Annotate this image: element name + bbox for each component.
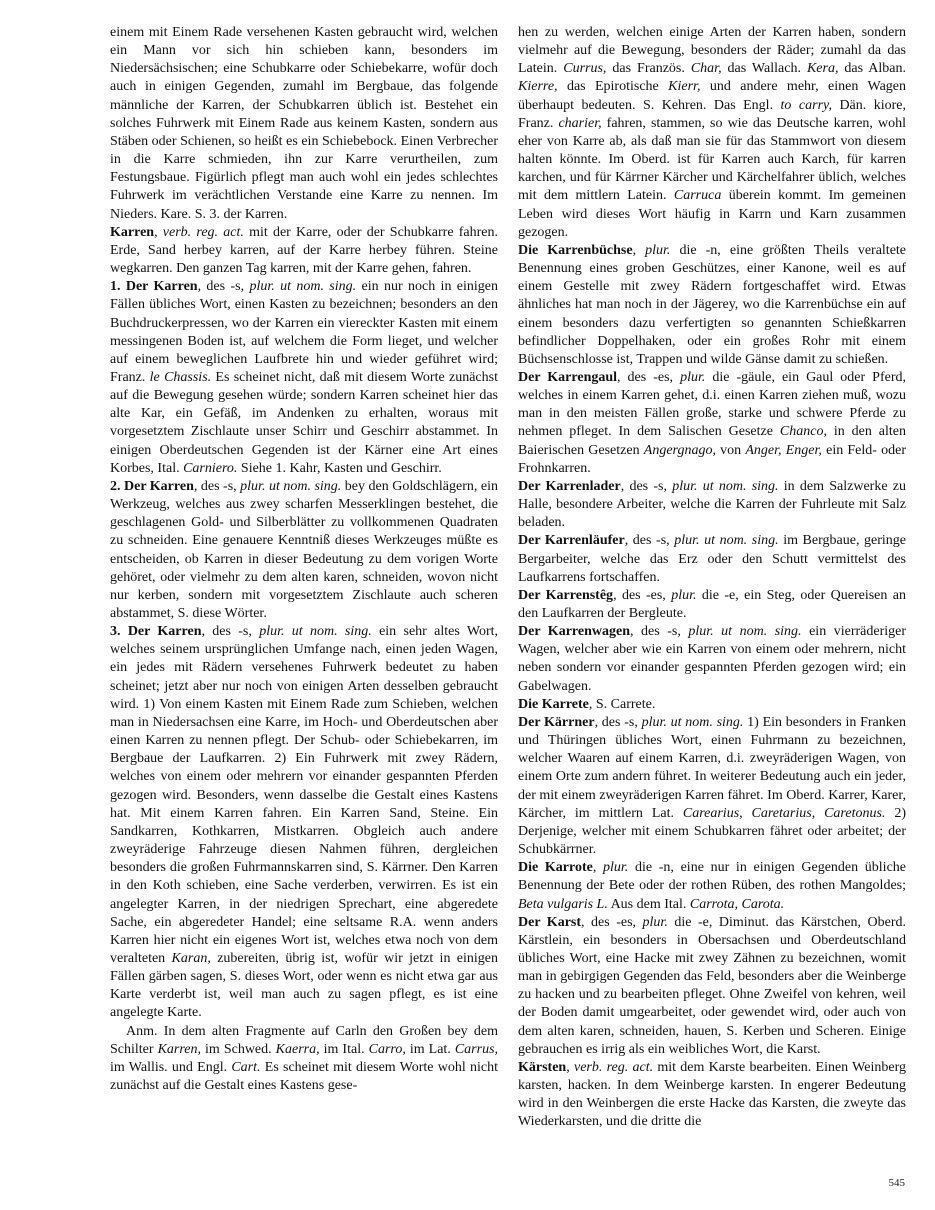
italic-term: Kierr,: [668, 79, 701, 95]
italic-term: Carniero.: [183, 460, 238, 476]
entry-text: Aus dem Ital.: [607, 896, 690, 912]
italic-term: Karren,: [157, 1041, 201, 1057]
entry-headword: Die Karrete: [518, 696, 589, 712]
entry-text: das Wallach.: [721, 61, 807, 77]
dictionary-entry: [110, 1023, 498, 1096]
entry-text: mit der Karre, oder der Schubkarre fahren. Erde, Sand herbey karren, auf der Karre herbey führen. Steine wegkarren. Den ganzen Tag karren, mit der Karre gehen, fahren.: [110, 224, 499, 277]
entry-text: , S. Carrete.: [588, 696, 656, 712]
entry-headword: 1. Der Karren: [110, 279, 198, 295]
entry-text: überein kommt. Im gemeinen Leben wird dieses Wort häufig in Karrn und Karn zusammen gezogen.: [518, 188, 906, 240]
italic-term: plur. ut nom. sing.: [240, 478, 342, 494]
entry-text: , des -es,: [613, 587, 672, 603]
entry-text: die -n, eine nur in einigen Gegenden übliche Benennung der Bete oder der rothen Rüben, des rothen Mangoldes;: [518, 860, 907, 894]
right-column: [518, 24, 906, 1132]
page-number: 545: [888, 1177, 905, 1189]
dictionary-entry: [518, 714, 906, 859]
entry-text: ein Feld- oder Frohnkarren.: [518, 442, 907, 476]
entry-text: , des -s,: [197, 279, 250, 295]
entry-text: ,: [592, 860, 604, 876]
entry-text: , des -es,: [581, 914, 643, 930]
italic-term: Angergnago,: [643, 442, 716, 458]
entry-text: bey den Goldschlägern, ein Werkzeug, welches aus zwey scharfen Messerklingen bestehet, die geschlagenen Gold- und Silberblätter zu vollkommenen Quadraten zu schneiden. Eine genauere Kenntniß dieses Werkzeuges müßte es entscheiden, ob Karren in dieser Bedeutung zu dem vorigen Worte gehöret, oder vielmehr zu dem alten karen, schneiden, wovon nicht nur kerben, sondern mit vorgesetztem Zischlaute auch scheren abstammet, S. diese Wörter.: [110, 478, 498, 621]
entry-text: in dem Salzwerke zu Halle, besondere Arbeiter, welche die Karren der Fuhrleute mit Salz beladen.: [518, 478, 907, 531]
dictionary-entry: [518, 914, 906, 1059]
entry-text: , des -s,: [630, 624, 689, 640]
entry-text: im Lat.: [405, 1041, 455, 1057]
entry-text: Siehe 1. Kahr, Kasten und Geschirr.: [237, 460, 442, 476]
entry-headword: Die Karrote: [518, 860, 593, 876]
italic-term: Kierre,: [518, 79, 558, 95]
italic-term: Anger, Enger,: [745, 442, 822, 458]
dictionary-entry: [518, 623, 906, 696]
italic-term: Carro,: [368, 1041, 406, 1057]
entry-text: mit dem Karste bearbeiten. Einen Weinberg karsten, hacken. In dem Weinberge karsten. In engerer Bedeutung wird in den Weinbergen die erste Hacke das Karsten, die zweyte das Wiederkarsten, und die dritte die: [518, 1059, 906, 1130]
entry-text: das Französ.: [606, 61, 691, 77]
italic-term: Karan,: [171, 950, 211, 966]
entry-text: , des -es,: [617, 369, 681, 385]
entry-text: Es scheinet mit diesem Worte wohl nicht zunächst auf die Gestalt eines Kastens gese-: [110, 1059, 498, 1094]
italic-term: Carrus,: [454, 1041, 499, 1057]
italic-term: Beta vulgaris L.: [518, 896, 608, 912]
dictionary-entry: [110, 478, 498, 623]
dictionary-entry: [110, 224, 498, 278]
dictionary-entry: [518, 242, 906, 369]
entry-headword: Die Karrenbüchse: [518, 242, 633, 258]
italic-term: verb. reg. act.: [162, 224, 244, 240]
entry-text: von: [715, 442, 746, 458]
entry-text: das Epirotische: [557, 79, 669, 95]
entry-text: die -e, ein Steg, oder Quereisen an den Laufkarren der Bergleute.: [518, 587, 906, 621]
entry-text: ,: [154, 224, 163, 240]
entry-headword: Der Karrengaul: [518, 369, 618, 385]
italic-term: verb. reg. act.: [573, 1059, 654, 1075]
entry-headword: 2. Der Karren: [110, 478, 194, 494]
entry-text: Anm. In dem alten Fragmente auf Carln den Großen bey dem Schilter: [110, 1023, 498, 1057]
dictionary-entry: [518, 369, 906, 478]
italic-term: plur. ut nom. sing.: [674, 533, 779, 549]
dictionary-entry: [110, 278, 498, 478]
italic-term: plur.: [671, 587, 697, 603]
entry-text: im Wallis. und Engl.: [110, 1059, 232, 1075]
italic-term: plur.: [645, 242, 671, 258]
italic-term: Carearius, Caretarius, Caretonus.: [682, 805, 886, 821]
entry-headword: 3. Der Karren: [110, 624, 202, 640]
entry-text: , des -s,: [594, 714, 642, 730]
entry-text: ein vierräderiger Wagen, welcher aber wie ein Karren von einem oder mehrern, nicht neben sondern vor einander gespannten Pferden gezogen wird; ein Gabelwagen.: [518, 624, 907, 694]
italic-term: Char,: [690, 61, 722, 77]
dictionary-entry: [518, 24, 906, 242]
dictionary-entry: [518, 1059, 906, 1132]
entry-text: zubereiten, übrig ist, wofür wir jetzt in einigen Fällen gärben sagen, S. dieses Wort, oder wenn es nicht etwa gar aus Karte verderbt ist, weil man auch zu sagen pflegt, es ist eine angelegte Karte.: [110, 950, 499, 1021]
dictionary-entry: [518, 532, 906, 586]
entry-text: ,: [632, 242, 646, 258]
entry-text: die -n, eine größten Theils veraltete Benennung eines groben Geschützes, einer Kanone, weil es auf einem Gestelle mit zwey Rädern fortgeschaffet wird. Etwas ähnliches hat man noch in der Jägerey, wo die Karrenbüchse ein auf einem besonders dazu verfertigten so genannten Schießkarren befindlicher Doppelhaken, oder ein großes Rohr mit einem Büchsenschlosse ist, Trappen und wilde Gänse damit zu schießen.: [518, 242, 907, 367]
italic-term: plur.: [680, 369, 706, 385]
entry-text: , des -s,: [193, 478, 241, 494]
entry-text: und andere mehr, einen Wagen überhaupt bedeuten. S. Kehren. Das Engl.: [518, 79, 907, 113]
entry-text: einem mit Einem Rade versehenen Kasten gebraucht wird, welchen ein Mann vor sich hin schieben kann, besonders im Niedersächsischen; eine Schubkarre oder Schiebekarre, wofür doch auch in einigen Gegenden, zumahl im Bergbaue, das folgende männliche der Karren, der Schubkarren üblich ist. Bestehet ein solches Fuhrwerk mit Einem Rade aus keinem Kasten, sondern aus Stäben oder Schienen, so heißt es ein Schiebebock. Einen Verbrecher in die Karre schmieden, ihn zur Karre verurtheilen, zum Festungsbaue. Figürlich pflegt man auch wohl ein jedes schlechtes Fuhrwerk im verächtlichen Verstande eine Karre zu nennen. Im Nieders. Kare. S. 3. der Karren.: [110, 25, 498, 222]
entry-headword: Der Kärrner: [518, 714, 595, 730]
entry-text: im Schwed.: [201, 1041, 276, 1057]
entry-headword: Der Karrenlader: [518, 478, 621, 494]
entry-headword: Der Karrenwagen: [518, 624, 630, 640]
italic-term: le Chassis.: [149, 369, 212, 385]
entry-text: das Alban.: [838, 61, 906, 77]
entry-text: im Ital.: [319, 1041, 369, 1057]
italic-term: Cart.: [231, 1059, 261, 1075]
left-column: [110, 24, 498, 1095]
italic-term: Carrota, Carota.: [689, 896, 785, 912]
dictionary-entry: [110, 623, 498, 1022]
dictionary-entry: [518, 696, 906, 714]
entry-text: ein nur noch in einigen Fällen übliches Wort, einen Kasten zu bezeichnen; besonders an den Buchdruckerpressen, wo der Karren ein viereckter Kasten mit einem messingenen Boden ist, auf welchem die Form lieget, und welcher auf einem beweglichen Laufbrete hin und wieder geführet wird; Franz.: [110, 279, 499, 385]
entry-text: hen zu werden, welchen einige Arten der Karren haben, sondern vielmehr auf die Bewegung, besonders der Räder; zumahl da das Latein.: [518, 25, 906, 77]
entry-text: die -e, Diminut. das Kärstchen, Oberd. Kärstlein, ein besonders in Obersachsen und Oberdeutschland übliches Wort, eine Hacke mit zwey Zähnen zu bezeichnen, womit man in gebirgigen Gegenden das Feld, besonders aber die Weinberge zu hacken und zu bearbeiten pfleget. Ohne Zweifel von kehren, weil der Boden damit umgearbeitet, oder gewendet wird, oder auch von dem alten karen, schneiden, hauen, S. Kerben und Scheren. Einige gebrauchen es irrig als ein weibliches Wort, die Karst.: [518, 914, 906, 1057]
italic-term: plur. ut nom. sing.: [688, 624, 802, 640]
entry-text: Es scheinet nicht, daß mit diesem Worte zunächst auf die Bewegung gesehen würde; sondern Karren scheinet hier das alte Kar, ein Gefäß, im Andenken zu erhalten, woraus mit vorgesetztem Zischlaute unser Schirr und Geschirr abstammet. In einigen Oberdeutschen Gegenden ist der Kärner eine Art eines Korbes, Ital.: [110, 369, 498, 476]
entry-text: die -gäule, ein Gaul oder Pferd, welches in einem Karren gehet, d.i. einen Karren ziehen muß, wozu man in den meisten Fällen große, starke und schwere Pferde zu nehmen pfleget. In dem Salischen Gesetze: [518, 369, 906, 440]
italic-term: to carry,: [780, 97, 832, 113]
entry-headword: Karren: [110, 224, 155, 240]
entry-text: , des -s,: [624, 533, 675, 549]
entry-text: 2) Derjenige, welcher mit einem Schubkarren fähret oder arbeitet; der Schubkärrner.: [518, 805, 906, 858]
entry-text: fahren, stammen, so wie das Deutsche karren, wohl eher von Karre ab, als daß man sie für das Stammwort von diesem halten könnte. Im Oberd. ist für Karren auch Karch, für karren karchen, und für Kärrner Kärcher und Kärchelfahrer üblich, welches mit dem mittlern Latein.: [518, 115, 906, 204]
dictionary-entry: [110, 24, 498, 224]
italic-term: plur.: [603, 860, 629, 876]
italic-term: plur. ut nom. sing.: [259, 624, 372, 640]
entry-headword: Der Karst: [518, 914, 582, 930]
entry-text: 1) Ein besonders in Franken und Thüringen übliches Wort, einen Fuhrmann zu bezeichnen, welcher Waaren auf einem Karren, d.i. zweyräderigen Wagen, von einem Orte zum andern führet. In weiterer Bedeutung auch ein jeder, der mit einem zweyräderigen Karren fähret. Im Oberd. Karrer, Karer, Kärcher, im mittlern Lat.: [518, 714, 906, 821]
entry-text: Dän. kiore, Franz.: [518, 97, 906, 131]
italic-term: Currus,: [563, 61, 607, 77]
dictionary-entry: [518, 859, 906, 913]
italic-term: charier,: [558, 115, 602, 131]
italic-term: plur. ut nom. sing.: [249, 279, 357, 295]
italic-term: plur.: [642, 914, 668, 930]
entry-text: im Bergbaue, geringe Bergarbeiter, welche das Erz oder den Schutt vermittelst des Laufkarrens fortschaffen.: [518, 533, 907, 585]
dictionary-entry: [518, 587, 906, 623]
italic-term: Chanco,: [779, 424, 827, 440]
italic-term: Kera,: [806, 61, 839, 77]
entry-text: , des -s,: [201, 624, 260, 640]
entry-headword: Der Karrenläufer: [518, 533, 625, 549]
italic-term: Kaerra,: [275, 1041, 320, 1057]
italic-term: plur. ut nom. sing.: [672, 478, 779, 494]
entry-text: in den alten Baierischen Gesetzen: [518, 424, 906, 458]
entry-headword: Kärsten: [518, 1059, 567, 1075]
entry-text: , des -s,: [620, 478, 673, 494]
entry-text: ,: [566, 1059, 574, 1075]
dictionary-entry: [518, 478, 906, 532]
entry-headword: Der Karrenstêg: [518, 587, 614, 603]
italic-term: Carruca: [673, 188, 722, 204]
entry-text: ein sehr altes Wort, welches seinem ursprünglichen Umfange nach, einen jeden Wagen, ein jedes mit Rädern versehenes Fuhrwerk bedeutet zu haben scheinet; jetzt aber nur noch von einigen Arten desselben gebraucht wird. 1) Von einem Kasten mit Einem Rade zum Schieben, welchen man in Niedersachsen eine Karre, im Hoch- und Oberdeutschen aber einen Karren zu nennen pflegt. Der Schub- oder Schiebekarren, im Bergbaue der Laufkarren. 2) Ein Fuhrwerk mit zwey Rädern, welches von einem oder mehrern vor einander gespannten Pferden gezogen wird. Besonders, wenn dasselbe die Gestalt eines Kastens hat. Mit einem Karren fahren. Ein Karren Sand, Steine. Ein Sandkarren, Kothkarren, Mistkarren. Obgleich auch andere zweyräderige Fahrzeuge diesen Nahmen führen, dergleichen besonders die großen Fuhrmannskarren sind, S. Kärrner. Den Karren in den Koth schieben, eine Sache verderben, verwirren. Es ist ein angelegter Karren, in der niedrigen Sprechart, eine abgeredete Sache, ein abgeredeter Handel; eine seltsame R.A. wenn anders Karren hier nicht ein eigenes Wort ist, welches etwa noch von dem veralteten: [110, 624, 498, 966]
italic-term: plur. ut nom. sing.: [641, 714, 744, 730]
